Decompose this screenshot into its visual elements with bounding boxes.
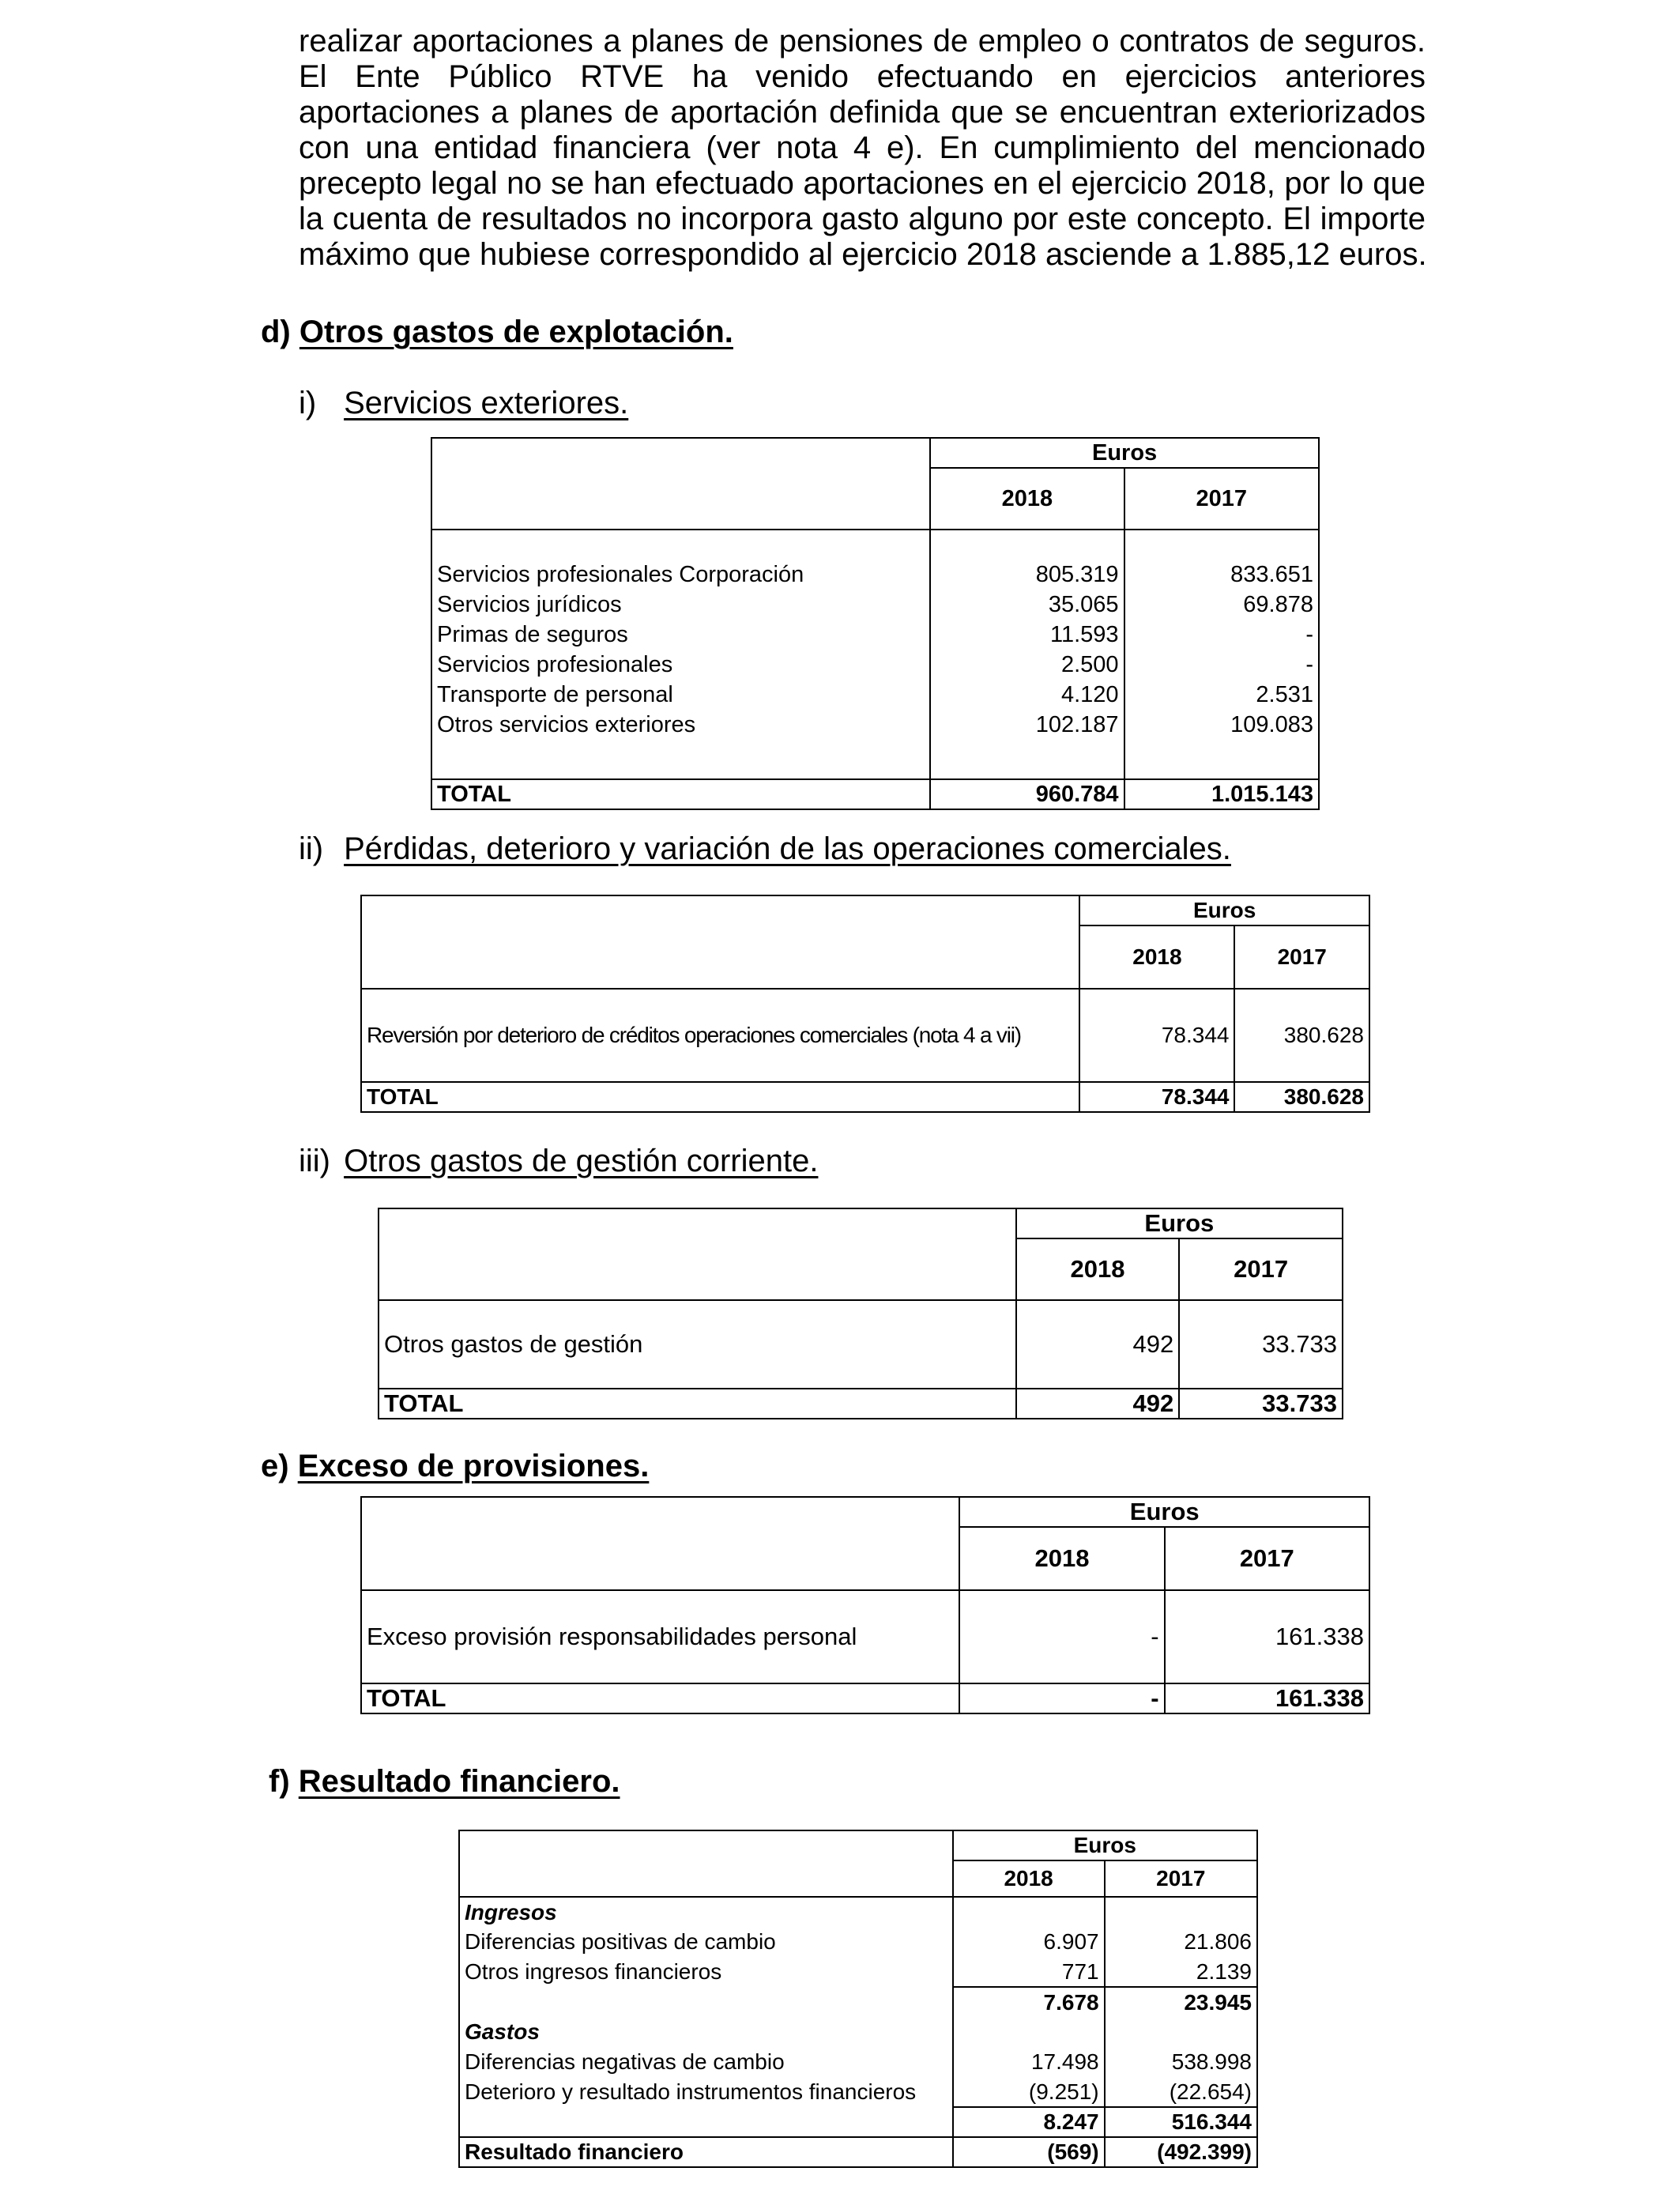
table-resultado-financiero [458,1830,1258,2168]
subsection-number: ii) [299,831,324,866]
header-blank [361,895,1079,989]
currency-header: Euros [953,1830,1257,1860]
ingresos-label: Ingresos [459,1897,953,1927]
subsection-ii-heading [299,831,1231,867]
table-row: Servicios profesionales Corporación 805.319 833.651 [431,560,1319,590]
table-row: Primas de seguros 11.593 - [431,620,1319,650]
paragraph-line: El Ente Público RTVE ha venido efectuando en ejercicios anteriores [299,59,1426,94]
subsection-iii-heading [299,1144,818,1179]
result-row: Resultado financiero (569) (492.399) [459,2137,1257,2167]
table-row: Transporte de personal 4.120 2.531 [431,680,1319,710]
paragraph-line: aportaciones a planes de aportación definida que se encuentran exteriorizados [299,95,1426,130]
subtotal-row: 8.247 516.344 [459,2107,1257,2137]
header-blank [459,1830,953,1897]
paragraph-line: la cuenta de resultados no incorpora gasto alguno por este concepto. El importe [299,202,1426,236]
section-letter: f) [269,1764,290,1799]
table-otros-gastos-gestion [378,1208,1343,1419]
table-row: Exceso provisión responsabilidades personal - 161.338 [361,1590,1369,1683]
table-perdidas-deterioro [360,895,1370,1113]
gastos-label: Gastos [459,2017,953,2047]
table-servicios-exteriores [431,437,1320,810]
intro-paragraph [299,24,1426,273]
total-row: TOTAL 492 33.733 [379,1389,1343,1419]
table-row: Otros gastos de gestión 492 33.733 [379,1300,1343,1389]
subsection-i-heading [299,386,628,421]
year-header: 2017 [1124,468,1319,530]
section-title: Otros gastos de explotación. [299,315,733,349]
year-header: 2017 [1234,1255,1289,1283]
subsection-number: iii) [299,1144,330,1178]
subsection-title: Servicios exteriores. [344,386,629,420]
table-row: Deterioro y resultado instrumentos financieros (9.251) (22.654) [459,2077,1257,2107]
table-row: Diferencias positivas de cambio 6.907 21.806 [459,1927,1257,1957]
currency-header: Euros [930,438,1319,468]
table-row: Diferencias negativas de cambio 17.498 538.998 [459,2047,1257,2077]
section-letter: e) [261,1449,289,1483]
currency-header: Euros [1079,895,1369,925]
section-d-heading [261,315,733,350]
table-row: Servicios profesionales 2.500 - [431,650,1319,680]
total-row: TOTAL 78.344 380.628 [361,1082,1369,1112]
year-header: 2018 [1079,925,1234,989]
header-blank [379,1208,1016,1300]
currency-header: Euros [959,1497,1369,1527]
year-header: 2018 [930,468,1124,530]
subsection-title: Pérdidas, deterioro y variación de las operaciones comerciales. [344,831,1231,866]
table-row: Servicios jurídicos 35.065 69.878 [431,590,1319,620]
paragraph-line: precepto legal no se han efectuado aportaciones en el ejercicio 2018, por lo que [299,166,1426,201]
year-header: 2018 [959,1527,1164,1590]
subsection-number: i) [299,386,317,420]
paragraph-line: realizar aportaciones a planes de pensiones de empleo o contratos de seguros. [299,24,1426,58]
section-letter: d) [261,315,291,349]
subsection-title: Otros gastos de gestión corriente. [344,1144,819,1178]
total-row: TOTAL - 161.338 [361,1683,1369,1713]
header-blank [431,438,930,530]
section-title: Resultado financiero. [298,1764,620,1799]
paragraph-line: máximo que hubiese correspondido al ejercicio 2018 asciende a 1.885,12 euros. [299,237,1427,272]
table-row: Reversión por deterioro de créditos operaciones comerciales (nota 4 a vii) 78.344 380.628 [361,989,1369,1082]
year-header: 2017 [1277,944,1327,969]
paragraph-line: con una entidad financiera (ver nota 4 e). En cumplimiento del mencionado [299,130,1426,165]
total-row: TOTAL 960.784 1.015.143 [431,779,1319,809]
section-f-heading [269,1764,620,1800]
section-title: Exceso de provisiones. [297,1449,650,1483]
table-row: Otros servicios exteriores 102.187 109.083 [431,710,1319,740]
table-exceso-provisiones [360,1496,1370,1714]
year-header: 2017 [1156,1866,1206,1891]
header-blank [361,1497,959,1590]
year-header: 2018 [1016,1238,1180,1300]
subtotal-row: 7.678 23.945 [459,1987,1257,2017]
table-row: Otros ingresos financieros 771 2.139 [459,1957,1257,1987]
currency-header: Euros [1016,1208,1343,1238]
section-e-heading [261,1449,649,1484]
year-header: 2017 [1239,1544,1294,1572]
year-header: 2018 [953,1860,1105,1897]
